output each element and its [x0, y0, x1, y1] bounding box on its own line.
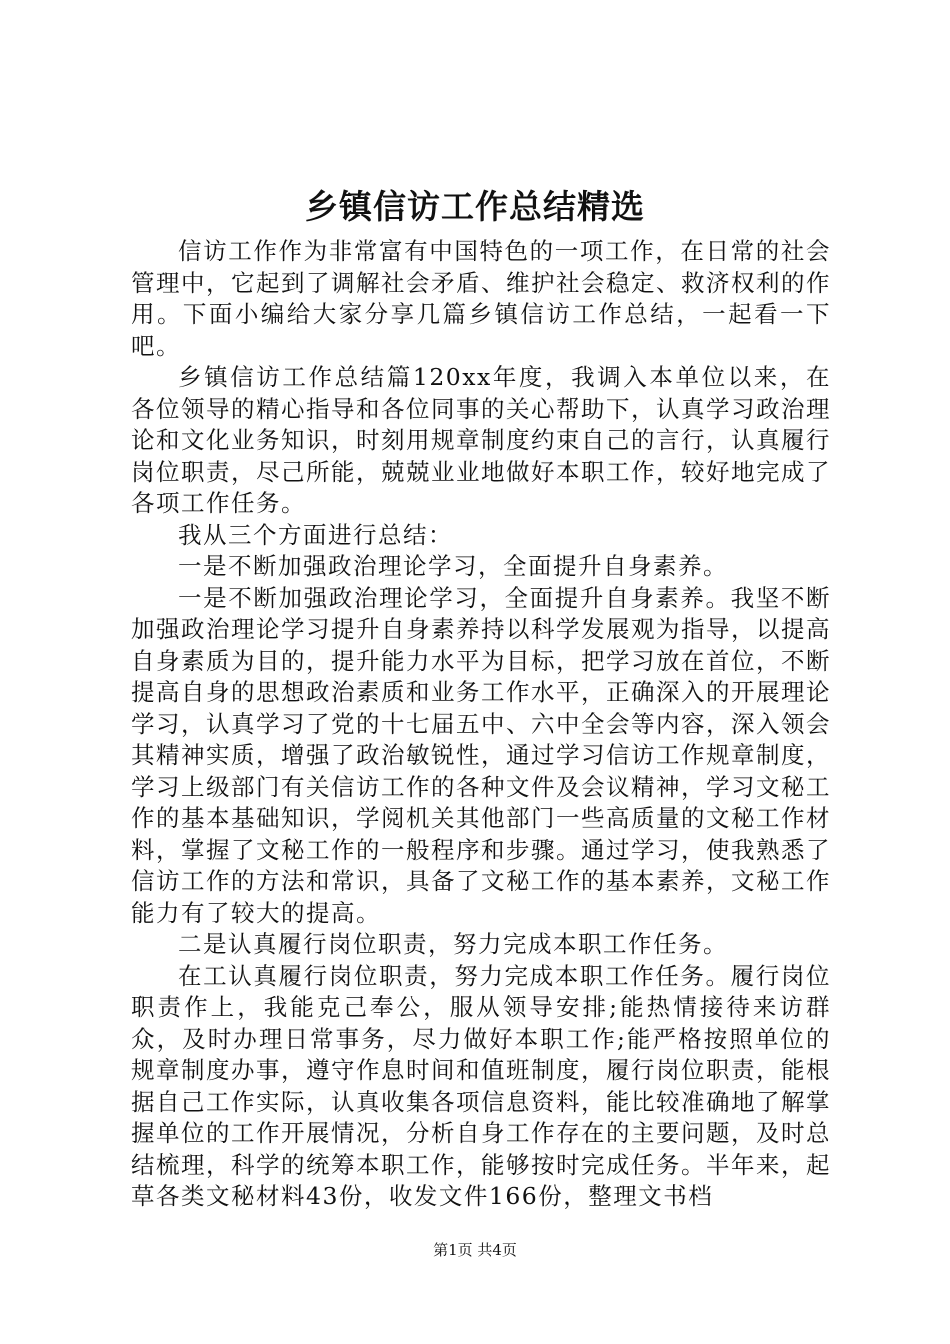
- paragraph-summary: 乡镇信访工作总结篇120xx年度，我调入本单位以来，在各位领导的精心指导和各位同事的关心帮助下，认真学习政治理论和文化业务知识，时刻用规章制度约束自己的言行，认真履行岗位职责，尽己所能，兢兢业业地做好本职工作，较好地完成了各项工作任务。: [131, 363, 831, 517]
- paragraph-heading-one: 一是不断加强政治理论学习，全面提升自身素养。: [178, 552, 728, 580]
- document-title: 乡镇信访工作总结精选: [305, 187, 645, 226]
- page-number-footer: 第1页 共4页: [433, 1241, 517, 1259]
- paragraph-study: 一是不断加强政治理论学习，全面提升自身素养。我坚不断加强政治理论学习提升自身素养持以科学发展观为指导，以提高自身素质为目的，提升能力水平为目标，把学习放在首位，不断提高自身的思想政治素质和业务工作水平，正确深入的开展理论学习，认真学习了党的十七届五中、六中全会等内容，深入领会其精神实质，增强了政治敏锐性，通过学习信访工作规章制度，学习上级部门有关信访工作的各种文件及会议精神，学习文秘工作的基本基础知识，学阅机关其他部门一些高质量的文秘工作材料，掌握了文秘工作的一般程序和步骤。通过学习，使我熟悉了信访工作的方法和常识，具备了文秘工作的基本素养，文秘工作能力有了较大的提高。: [131, 583, 831, 927]
- paragraph-duties: 在工认真履行岗位职责，努力完成本职工作任务。履行岗位职责作上，我能克己奉公，服从领导安排;能热情接待来访群众，及时办理日常事务，尽力做好本职工作;能严格按照单位的规章制度办事，遵守作息时间和值班制度，履行岗位职责，能根据自己工作实际，认真收集各项信息资料，能比较准确地了解掌握单位的工作开展情况，分析自身工作存在的主要问题，及时总结梳理，科学的统筹本职工作，能够按时完成任务。半年来，起草各类文秘材料43份，收发文件166份，整理文书档: [131, 961, 831, 1210]
- paragraph-three-aspects: 我从三个方面进行总结：: [178, 520, 453, 549]
- paragraph-intro: 信访工作作为非常富有中国特色的一项工作，在日常的社会管理中，它起到了调解社会矛盾、维护社会稳定、救济权利的作用。下面小编给大家分享几篇乡镇信访工作总结，一起看一下吧。: [131, 237, 831, 360]
- document-body: [131, 236, 831, 1213]
- paragraph-heading-two: 二是认真履行岗位职责，努力完成本职工作任务。: [178, 930, 728, 958]
